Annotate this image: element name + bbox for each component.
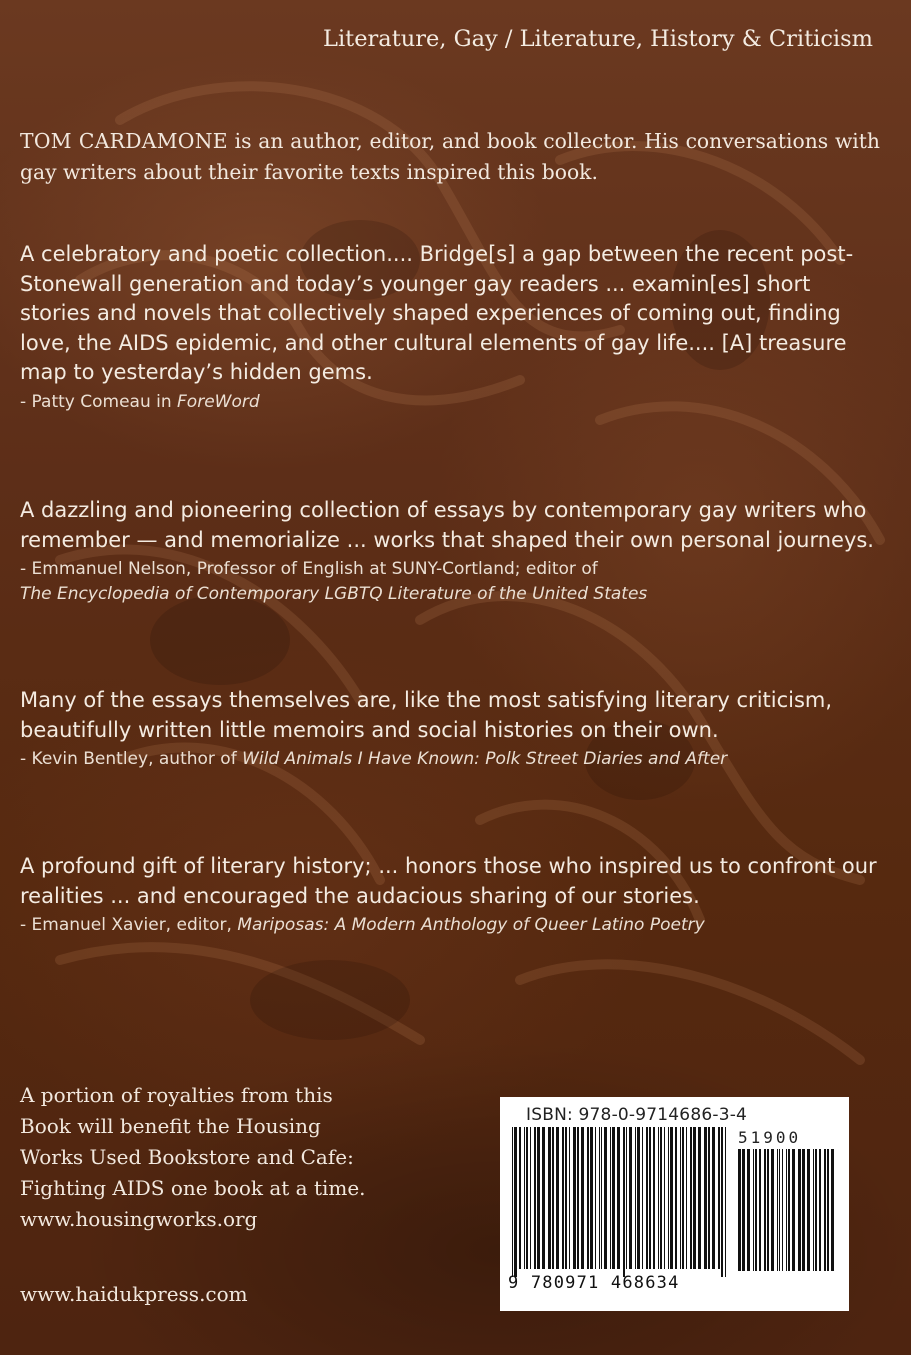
author-bio bbox=[20, 126, 880, 188]
attribution-text: - Emmanuel Nelson, Professor of English at SUNY-Cortland; editor of bbox=[20, 559, 598, 579]
barcode-bar bbox=[792, 1149, 795, 1271]
barcode-bar bbox=[573, 1127, 576, 1269]
source-title: Mariposas: A Modern Anthology of Queer Latino Poetry bbox=[237, 915, 705, 935]
blurb-2 bbox=[20, 496, 878, 607]
barcode-bar bbox=[635, 1127, 636, 1269]
blurb-text: A celebratory and poetic collection.... Bridge[s] a gap between the recent post-Stonewall generation and today’s younger gay readers ... examin[es] short stories and novels that collectively shaped experiences of coming out, finding love, the AIDS epidemic, and other cultural elements of gay life.... [A] treasure map to yesterday’s hidden gems. bbox=[20, 242, 854, 384]
barcode-bar bbox=[581, 1127, 584, 1269]
barcode-bar bbox=[526, 1127, 528, 1269]
barcode-bar bbox=[693, 1127, 696, 1269]
barcode-bar bbox=[831, 1149, 834, 1271]
barcode-bar bbox=[530, 1127, 531, 1269]
barcode-bar bbox=[675, 1127, 677, 1269]
barcode-bar bbox=[767, 1149, 769, 1271]
barcode-bar bbox=[590, 1127, 593, 1269]
royalty-notice bbox=[20, 1080, 440, 1235]
barcode-bar bbox=[755, 1149, 757, 1271]
barcode-bar bbox=[704, 1127, 707, 1269]
barcode-bar bbox=[637, 1127, 640, 1269]
barcode-bar bbox=[569, 1127, 570, 1269]
barcode-bar bbox=[623, 1127, 625, 1277]
barcode-bar bbox=[524, 1127, 525, 1269]
blurb-3 bbox=[20, 686, 878, 772]
barcode-bar bbox=[682, 1127, 684, 1269]
barcode-bar bbox=[514, 1127, 517, 1277]
blurb-4 bbox=[20, 852, 878, 938]
barcode-bar bbox=[629, 1127, 632, 1269]
barcode-bar bbox=[759, 1149, 761, 1271]
ean-barcode-bars bbox=[512, 1127, 730, 1277]
attribution-text: - Emanuel Xavier, editor, bbox=[20, 915, 238, 935]
blurb-text: A dazzling and pioneering collection of essays by contemporary gay writers who remember — and memorialize ... works that shaped their own personal journeys. bbox=[20, 498, 874, 552]
barcode-bar bbox=[653, 1127, 655, 1269]
barcode-bar bbox=[604, 1127, 607, 1269]
price-barcode-bars bbox=[738, 1149, 838, 1299]
barcode-bar bbox=[642, 1127, 643, 1269]
barcode-bar bbox=[577, 1127, 579, 1269]
housingworks-url: www.housingworks.org bbox=[20, 1207, 258, 1231]
barcode-bar bbox=[562, 1127, 564, 1269]
barcode-bar bbox=[690, 1127, 692, 1269]
barcode-bar bbox=[708, 1127, 710, 1269]
barcode-bar bbox=[556, 1127, 559, 1269]
blurb-attribution bbox=[20, 557, 878, 607]
barcode-bar bbox=[534, 1127, 536, 1269]
barcode-bar bbox=[779, 1149, 780, 1271]
barcode-bar bbox=[617, 1127, 620, 1269]
barcode-bar bbox=[658, 1127, 659, 1269]
barcode-bar bbox=[771, 1149, 774, 1271]
barcode-bar bbox=[813, 1149, 814, 1271]
barcode-bar bbox=[827, 1149, 829, 1271]
royalty-line: Book will benefit the Housing bbox=[20, 1114, 321, 1138]
barcode-bar bbox=[815, 1149, 817, 1271]
barcode-bar bbox=[798, 1149, 801, 1271]
barcode-bar bbox=[599, 1127, 600, 1269]
blurb-attribution bbox=[20, 913, 878, 938]
royalty-line: A portion of royalties from this bbox=[20, 1083, 333, 1107]
blurb-text: A profound gift of literary history; ... honors those who inspired us to confront our realities ... and encouraged the audacious sharing of our stories. bbox=[20, 854, 877, 908]
barcode-bar bbox=[725, 1127, 726, 1277]
barcode-bar bbox=[712, 1127, 715, 1269]
source-title: Wild Animals I Have Known: Polk Street Diaries and After bbox=[242, 749, 728, 769]
blurb-attribution bbox=[20, 747, 878, 772]
barcode-bar bbox=[802, 1149, 805, 1271]
barcode-bar bbox=[807, 1149, 810, 1271]
barcode-bar bbox=[753, 1149, 754, 1271]
barcode-bar bbox=[680, 1127, 681, 1269]
barcode-bar bbox=[824, 1149, 826, 1271]
attribution-text: - Patty Comeau in bbox=[20, 391, 178, 412]
barcode-bar bbox=[601, 1127, 602, 1269]
blurb-attribution bbox=[20, 390, 878, 415]
barcode-bar bbox=[542, 1127, 545, 1269]
barcode-bar bbox=[595, 1127, 596, 1269]
source-title: The Encyclopedia of Contemporary LGBTQ Literature of the United States bbox=[20, 584, 648, 604]
blurb-1 bbox=[20, 240, 878, 415]
barcode-bar bbox=[764, 1149, 766, 1271]
royalty-line: Fighting AIDS one book at a time. bbox=[20, 1176, 366, 1200]
barcode-bar bbox=[587, 1127, 589, 1269]
barcode-bar bbox=[718, 1127, 720, 1269]
barcode-bar bbox=[660, 1127, 662, 1269]
barcode-bar bbox=[786, 1149, 787, 1271]
price-code: 51900 bbox=[738, 1128, 802, 1147]
royalty-line: Works Used Bookstore and Cafe: bbox=[20, 1145, 354, 1169]
barcode-bar bbox=[649, 1127, 651, 1269]
barcode-bar bbox=[686, 1127, 687, 1269]
isbn-barcode bbox=[500, 1097, 849, 1311]
barcode-bar bbox=[747, 1149, 750, 1271]
attribution-text: - Kevin Bentley, author of bbox=[20, 749, 243, 769]
author-bio-text: is an author, editor, and book collector. His conversations with gay writers about their favorite texts inspired this book. bbox=[20, 129, 880, 184]
source-title: ForeWord bbox=[177, 391, 260, 412]
author-name: TOM CARDAMONE bbox=[20, 129, 228, 153]
barcode-bar bbox=[612, 1127, 615, 1269]
barcode-bar bbox=[646, 1127, 648, 1269]
barcode-bar bbox=[670, 1127, 673, 1269]
barcode-bar bbox=[512, 1127, 513, 1277]
barcode-bar bbox=[565, 1127, 567, 1269]
barcode-bar bbox=[537, 1127, 540, 1269]
barcode-bar bbox=[721, 1127, 723, 1277]
barcode-bar bbox=[777, 1149, 778, 1271]
barcode-bar bbox=[782, 1149, 783, 1271]
barcode-bar bbox=[788, 1149, 790, 1271]
barcode-bar bbox=[519, 1127, 521, 1269]
barcode-bar bbox=[668, 1127, 669, 1269]
barcode-bar bbox=[552, 1127, 554, 1269]
category-label: Literature, Gay / Literature, History & Criticism bbox=[323, 26, 873, 52]
barcode-bar bbox=[548, 1127, 551, 1269]
barcode-bar bbox=[664, 1127, 665, 1269]
isbn-label: ISBN: 978-0-9714686-3-4 bbox=[526, 1105, 748, 1125]
blurb-text: Many of the essays themselves are, like the most satisfying literary criticism, beautifully written little memoirs and social histories on their own. bbox=[20, 688, 833, 742]
barcode-bar bbox=[738, 1149, 741, 1271]
barcode-bar bbox=[742, 1149, 745, 1271]
ean-digits: 9 780971 468634 bbox=[508, 1273, 680, 1293]
barcode-bar bbox=[626, 1127, 627, 1269]
barcode-bar bbox=[698, 1127, 701, 1269]
barcode-bar bbox=[819, 1149, 821, 1271]
barcode-bar bbox=[610, 1127, 611, 1269]
publisher-website: www.haidukpress.com bbox=[20, 1282, 248, 1306]
